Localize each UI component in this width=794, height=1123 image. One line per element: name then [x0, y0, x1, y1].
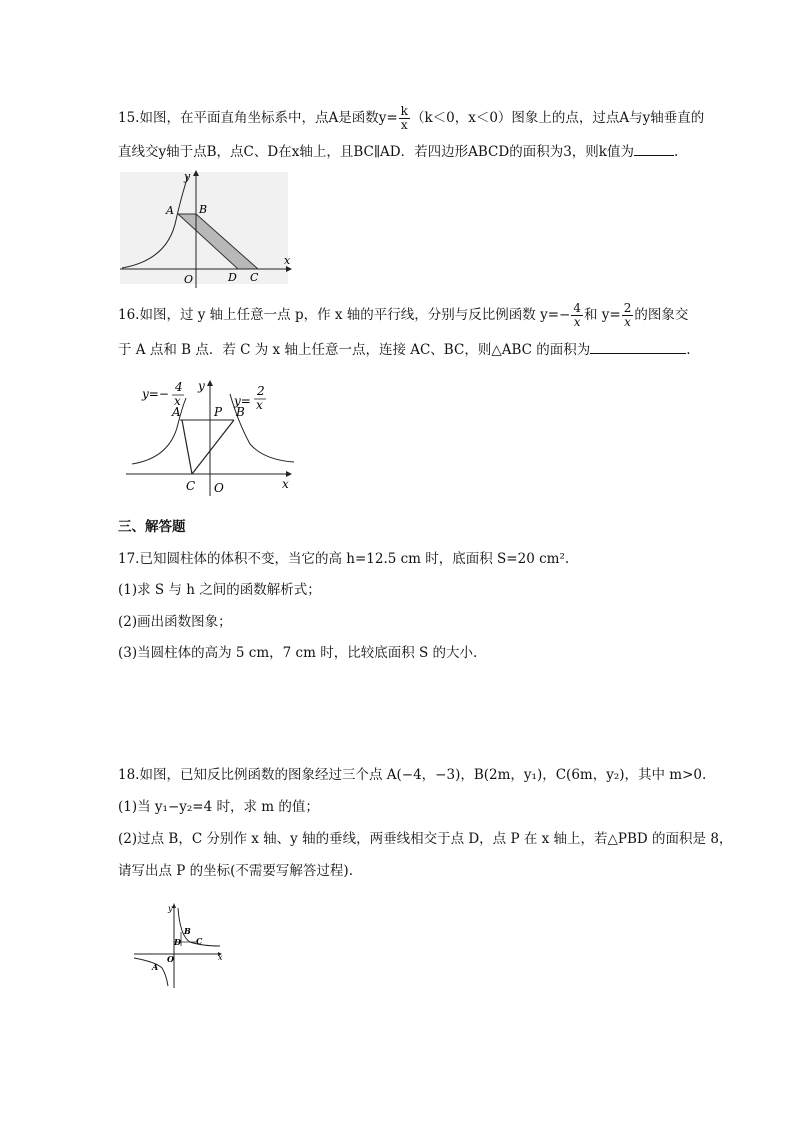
q15-label-B: B [199, 203, 208, 216]
q16-frac1-num: 4 [573, 301, 581, 315]
q17-line-4: (3)当圆柱体的高为 5 cm，7 cm 时，比较底面积 S 的大小. [118, 645, 478, 661]
q15-line2-end: . [673, 144, 679, 160]
q16-label-x: x [282, 477, 289, 491]
q16-label-O: O [214, 481, 224, 495]
q18-line-3: (2)过点 B，C 分别作 x 轴、y 轴的垂线，两垂线相交于点 D，点 P 在 x 轴上，若△PBD 的面积是 8， [118, 831, 733, 847]
q16-line-1 [118, 302, 688, 329]
q15-fraction [399, 105, 410, 132]
q15-label-A: A [166, 204, 174, 217]
q18-label-B: B [184, 926, 191, 936]
q16-frac2-num: 2 [623, 301, 632, 315]
q18-label-O: O [167, 954, 174, 964]
q18-label-x: x [218, 953, 223, 962]
q16-frac2-den: x [624, 315, 631, 329]
q15-figure [118, 170, 298, 290]
q15-text-b: （k＜0，x＜0）图象上的点，过点A与y轴垂直的 [410, 110, 705, 126]
q16-line2-text: 于 A 点和 B 点．若 C 为 x 轴上任意一点，连接 AC、BC，则△ABC 的面积为 [118, 342, 591, 358]
q18-figure [130, 902, 230, 992]
q15-frac-den: x [400, 118, 408, 132]
q18-hyperbola-q3 [134, 958, 168, 986]
q18-line-2: (1)当 y₁−y₂=4 时，求 m 的值； [118, 799, 319, 815]
q18-label-y: y [168, 904, 173, 913]
q15-line-2 [118, 142, 678, 162]
section-3-title: 三、解答题 [118, 519, 186, 535]
q16-text-b: 和 y= [584, 307, 621, 323]
q16-line-2 [118, 340, 691, 360]
q16-segment-AC [182, 420, 192, 474]
q18-label-C: C [196, 936, 203, 946]
q16-fraction-2 [622, 302, 634, 329]
q16-text-a: 16.如图，过 y 轴上任意一点 p，作 x 轴的平行线，分别与反比例函数 y=− [118, 307, 571, 323]
q15-label-y: y [184, 170, 191, 183]
q15-line2-text: 直线交y轴于点B，点C、D在x轴上，且BC∥AD．若四边形ABCD的面积为3，则k值为 [118, 144, 634, 160]
q18-label-A: A [152, 962, 159, 972]
q17-line-2: (1)求 S 与 h 之间的函数解析式； [118, 582, 321, 598]
q16-figure [126, 378, 306, 498]
q17-line-1: 17.已知圆柱体的体积不变，当它的高 h=12.5 cm 时，底面积 S=20 cm². [118, 551, 570, 567]
q16-label-C: C [186, 479, 196, 493]
q16-left-den: x [174, 394, 181, 408]
q15-label-D: D [228, 271, 237, 284]
q15-label-x: x [284, 254, 291, 267]
q16-right-eq: y= [234, 394, 251, 408]
q16-line2-end: . [686, 342, 691, 358]
q15-text-a: 15.如图，在平面直角坐标系中，点A是函数y= [118, 110, 398, 126]
q15-answer-blank[interactable] [634, 143, 674, 156]
q16-answer-blank[interactable] [590, 341, 686, 354]
q18-line-4: 请写出点 P 的坐标(不需要写解答过程). [118, 863, 353, 879]
q16-text-c: 的图象交 [634, 307, 689, 323]
q17-line-3: (2)画出函数图象； [118, 614, 232, 630]
q16-frac1-den: x [573, 315, 581, 329]
q16-label-A: A [172, 405, 181, 419]
q16-label-P: P [214, 405, 223, 419]
q16-fraction-1 [571, 302, 583, 329]
q18-line-1: 18.如图，已知反比例函数的图象经过三个点 A(−4，−3)，B(2m，y₁)，C(6m，y₂)，其中 m>0. [118, 767, 707, 783]
q16-left-eq: y=− [142, 387, 169, 401]
q16-label-y: y [198, 379, 205, 393]
q15-label-C: C [250, 271, 259, 284]
q15-label-O: O [184, 273, 194, 286]
q16-segment-BC [192, 420, 234, 474]
q16-right-num: 2 [257, 384, 265, 398]
q15-line-1 [118, 105, 704, 132]
q15-frac-num: k [400, 104, 408, 118]
q16-left-num: 4 [175, 380, 183, 394]
q18-y-arrow [172, 903, 176, 908]
q16-label-B: B [236, 405, 245, 419]
q16-right-den: x [256, 398, 263, 412]
q16-y-arrow [207, 380, 213, 386]
q18-label-D: D [174, 937, 181, 947]
